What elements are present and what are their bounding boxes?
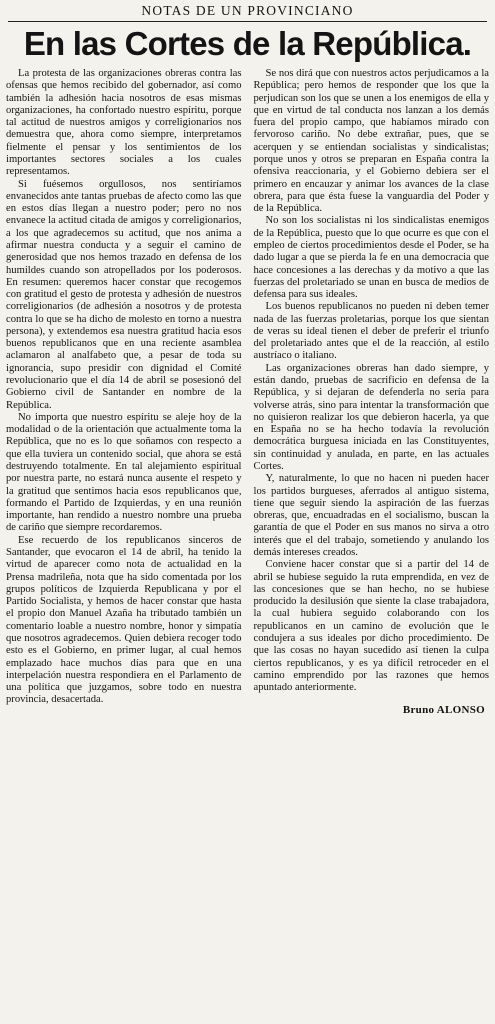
article-column-left — [6, 68, 242, 1002]
article-body — [6, 68, 489, 1002]
paragraph: No son los socialistas ni los sindicalistas enemigos de la República, puesto que lo que ocurre es que con el empleo de ciertos procedimientos desde el Poder, se ha dado lugar a que se pierda la fe en una democracia que hace concesiones a las derechas y da motivo a que las fuerzas del proletariado se unan en busca de medios de defensa para sus ideales. — [253, 215, 489, 301]
paragraph: Se nos dirá que con nuestros actos perjudicamos a la República; pero hemos de responder que los que la perjudican son los que se unen a los enemigos de ella y que en virtud de tal conducta nos lanzan a los demás fuera del propio campo, que habíamos mirado con fervoroso cariño. No debe extrañar, pues, que se acerquen y se entiendan socialistas y sindicalistas; porque unos y otros se preparan en España contra la ofensiva reaccionaria, y el Gobierno debiera ser el primero en encauzar y animar los avances de la clase obrera, para que ésta fuese la vanguardia del Poder y de la República. — [253, 68, 489, 215]
paragraph: La protesta de las organizaciones obreras contra las ofensas que hemos recibido del gobernador, así como también la adhesión hacia nosotros de esas mismas organizaciones, ha confortado nuestro espíritu, porque tal actitud de nuestros amigos y correligionarios nos demuestra que, ahora como siempre, interpretamos fielmente el pensar y los sentimientos de los importantes sectores sociales a los cuales representamos. — [6, 68, 242, 178]
headline: En las Cortes de la República. — [23, 25, 472, 62]
paragraph: Si fuésemos orgullosos, nos sentiríamos envanecidos ante tantas pruebas de afecto como las que en estos días llegan a nuestro poder; pero no nos envanece la actitud citada de amigos y correligionarios, a los que agradecemos su actitud, que nos anima a afirmar nuestra conducta y a seguir el camino de generosidad que nos hemos trazado en defensa de los humildes cuando son atropellados por los poderosos. En resumen: queremos hacer constar que recogemos con gratitud el gesto de protesta y adhesión de nuestros correligionarios (de adhesión a nosotros y de protesta contra lo que se ha dicho de molesto en torno a nuestra persona), y extendemos esa nuestra gratitud hacia esos buenos republicanos que en una reciente asamblea aclamaron al analfabeto que, a pesar de toda su ignorancia, supo presidir con dignidad el Comité revolucionario que el día 14 de abril se posesionó del Gobierno civil de Santander en nombre de la República. — [6, 178, 242, 411]
paragraph: Las organizaciones obreras han dado siempre, y están dando, pruebas de sacrificio en defensa de la República, y si dejaran de defenderla no sería para volverse atrás, sino para intentar la transformación que no quisieron realizar los que debieron hacerla, ya que en España no se ha hecho todavía la revolución democrática burguesa iniciada en las Constituyentes, sin continuidad y anulada, en parte, en las actuales Cortes. — [253, 362, 489, 472]
paragraph: Conviene hacer constar que si a partir del 14 de abril se hubiese seguido la ruta emprendida, en vez de las concesiones que se han hecho, no se hubiese producido la desilusión que siente la clase trabajadora, la cual hubiera seguido colaborando con los republicanos en un camino de evolución que le condujera a sus ideales por dicho procedimiento. De que las cosas no hayan sucedido así tienen la culpa ciertos republicanos, y es ya difícil retroceder en el camino emprendido por las razones que hemos apuntado anteriormente. — [253, 559, 489, 694]
paragraph: No importa que nuestro espíritu se aleje hoy de la modalidad o de la orientación que actualmente toma la República, que no es lo que soñamos con respecto a que ella tuviera un contenido social, que ahora se está destruyendo totalmente. En tal alejamiento espiritual por nuestra parte, no estará nunca ausente el respeto y la gratitud que sentimos hacia esos republicanos que, formando el Partido de Izquierdas, y en una reunión importante, han rendido a nuestro nombre una prueba de cariño que siempre recordaremos. — [6, 411, 242, 534]
section-rule — [8, 21, 487, 22]
section-title: NOTAS DE UN PROVINCIANO — [141, 3, 354, 18]
paragraph: Los buenos republicanos no pueden ni deben temer nada de las fuerzas proletarias, porque los que sientan de veras su ideal tienen el deber de preferir el triunfo del proletariado antes que el de la reacción, al estilo austríaco o italiano. — [253, 301, 489, 362]
paragraph: Y, naturalmente, lo que no hacen ni pueden hacer los partidos burgueses, aferrados al antiguo sistema, tiene que seguir siendo la aspiración de las fuerzas obreras, que, encuadradas en el socialismo, buscan la garantía de que el Poder en sus manos no sirva a otro interés que el del trabajo, sometiendo y anulando los demás intereses creados. — [253, 473, 489, 558]
article-column-right — [254, 68, 490, 1002]
paragraph: Ese recuerdo de los republicanos sinceros de Santander, que evocaron el 14 de abril, ha tenido la virtud de aparecer como nota de actualidad en la Prensa madrileña, nota que ha sido comentada por los grupos políticos de Izquierda Republicana y por el Partido Socialista, y hemos de hacer constar que hasta el propio don Manuel Azaña ha tributado también un comentario loable a nuestro nombre, honor y simpatía que nosotros agradecemos. Quien debiera recoger todo esto es el Gobierno, en primer lugar, al cual hemos emplazado hace muchos días para que en una interpelación nuestra respondiera en el Parlamento de una política que juzgamos, sobre todo en nuestra provincia, desacertada. — [6, 534, 242, 706]
author-signature: Bruno ALONSO — [402, 704, 485, 717]
